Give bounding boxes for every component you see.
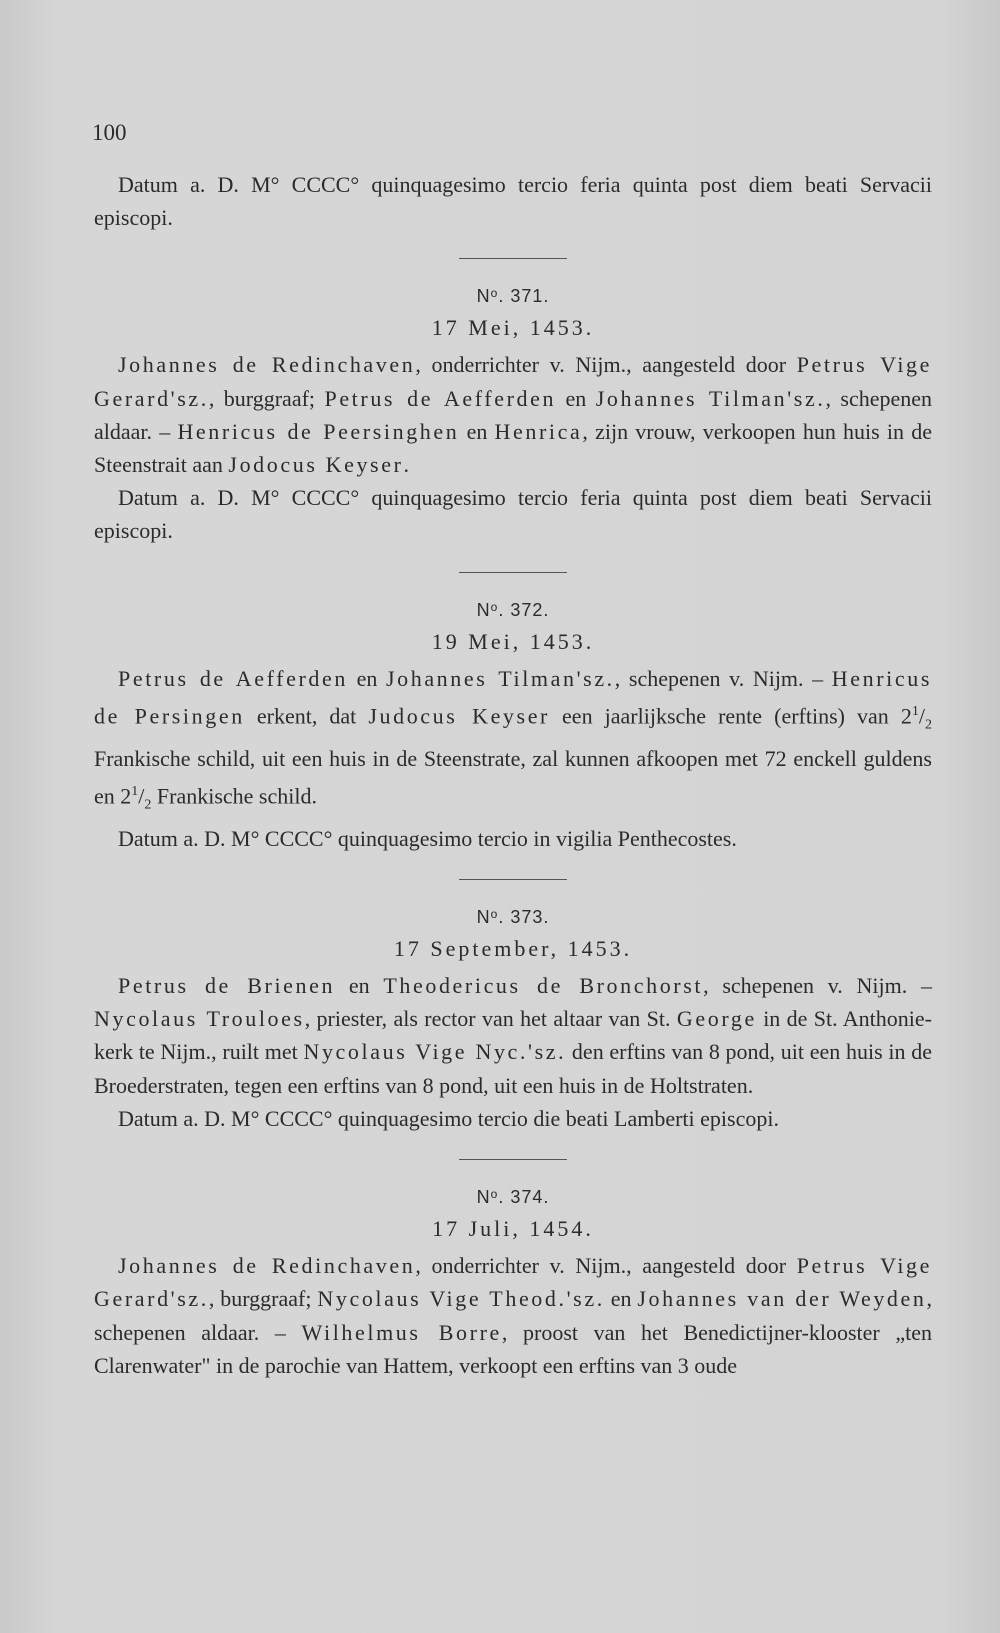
entry-text: Johannes de Redinchaven, onderrichter v. Nijm., aangesteld door Petrus Vige Gerard'sz., burggraaf; Petrus de Aefferden en Johannes Tilman'sz., schepenen aldaar. – Henricus de Peersinghen en Henrica, zijn vrouw, verkoopen hun huis in de Steenstrait aan Jodocus Keyser. bbox=[94, 352, 933, 478]
separator-rule bbox=[459, 879, 567, 880]
entry-date-line: Datum a. D. M° CCCC° quinquagesimo tercio feria quinta post diem beati Servacii episcopi. bbox=[94, 485, 932, 544]
entry-number: $N^o$. 373. bbox=[476, 907, 550, 928]
opening-date-line: Datum a. D. M° CCCC° quinquagesimo tercio feria quinta post diem beati Servacii episcopi. bbox=[94, 172, 932, 231]
separator-rule bbox=[459, 258, 567, 259]
entry-date: 19 Mei, 1453. bbox=[431, 628, 595, 654]
entry-number: $N^o$. 372. bbox=[476, 599, 550, 620]
entry-text: Petrus de Aefferden en Johannes Tilman'sz., schepenen v. Nijm. – Henricus de Persingen erkent, dat Judocus Keyser een jaarlijksche rente (erftins) van $2^1/_2$ Frankische schild, uit een huis in de Steenstrate, zal kunnen afkoopen met 72 enckell guldens en $2^1/_2$ Frankische schild. bbox=[94, 665, 932, 813]
entry-date-line: Datum a. D. M° CCCC° quinquagesimo tercio die beati Lamberti episcopi. bbox=[118, 1105, 779, 1131]
entry-date-line: Datum a. D. M° CCCC° quinquagesimo tercio in vigilia Penthecostes. bbox=[118, 825, 737, 851]
text-column bbox=[94, 168, 932, 1382]
separator-rule bbox=[459, 572, 567, 573]
entry-date: 17 September, 1453. bbox=[393, 936, 633, 962]
entry-date: 17 Juli, 1454. bbox=[432, 1216, 594, 1242]
entry-date: 17 Mei, 1453. bbox=[431, 315, 595, 341]
entry-text: Petrus de Brienen en Theodericus de Bronchorst, schepenen v. Nijm. – Nycolaus Trouloes, priester, als rector van het altaar van St. George in de St. Anthonie-kerk te Nijm., ruilt met Nycolaus Vige Nyc.'sz. den erftins van 8 pond, uit een huis in de Broederstraten, tegen een erftins van 8 pond, uit een huis in de Holtstraten. bbox=[94, 973, 933, 1098]
separator-rule bbox=[459, 1159, 567, 1160]
entry-number: $N^o$. 371. bbox=[476, 286, 550, 307]
entry-number: $N^o$. 374. bbox=[476, 1187, 550, 1208]
page-number: 100 bbox=[92, 120, 127, 145]
entry-text: Johannes de Redinchaven, onderrichter v. Nijm., aangesteld door Petrus Vige Gerard'sz., burggraaf; Nycolaus Vige Theod.'sz. en Johannes van der Weyden, schepenen aldaar. – Wilhelmus Borre, proost van het Benedictijner-klooster „ten Clarenwater" in de parochie van Hattem, verkoopt een erftins van 3 oude bbox=[94, 1253, 933, 1378]
